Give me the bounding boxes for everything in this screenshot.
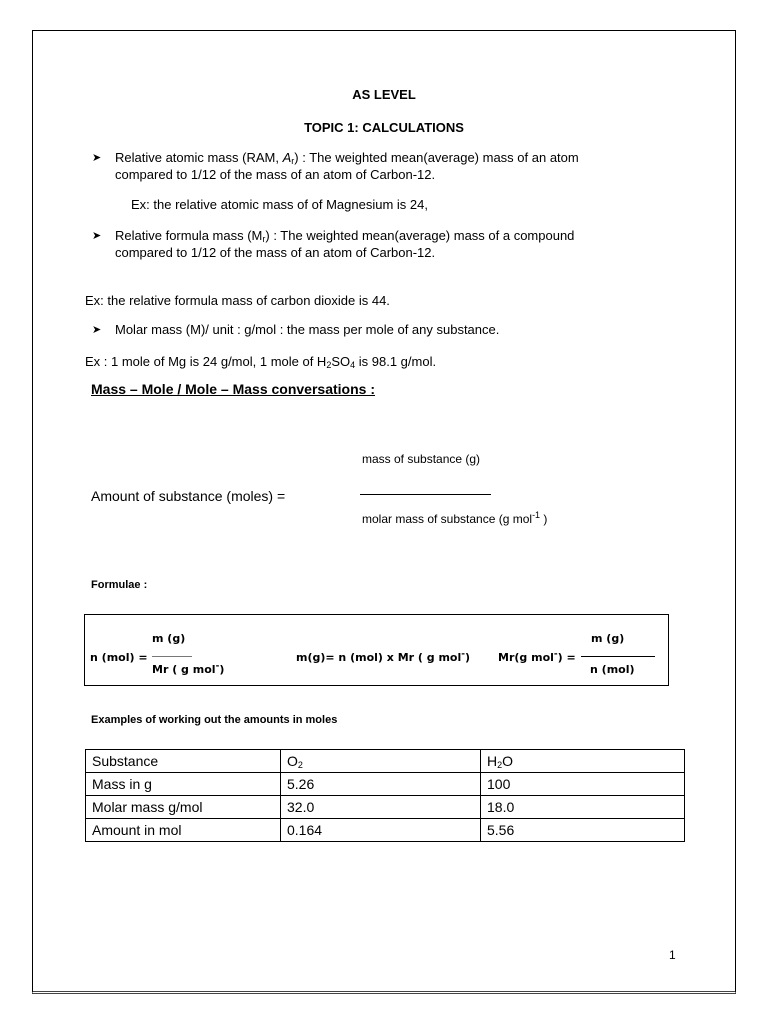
table-cell: 5.26 <box>281 773 481 796</box>
formula1-fraction-line <box>152 656 192 657</box>
equation-numerator: mass of substance (g) <box>362 452 481 466</box>
ram-definition-line1: Relative atomic mass (RAM, $A_r$) : The weighted mean(average) mass of an atom <box>115 150 579 166</box>
table-cell: 5.56 <box>481 819 685 842</box>
page-number: 1 <box>669 948 676 962</box>
molar-mass-example: Ex : 1 mole of Mg is 24 g/mol, 1 mole of $H_2SO_4$ is 98.1 g/mol. <box>85 354 437 370</box>
table-header-row <box>86 750 685 773</box>
equation-lhs: Amount of substance (moles) = <box>91 488 286 504</box>
formula3-fraction-line <box>581 656 655 657</box>
page-level-heading: AS LEVEL <box>352 87 416 102</box>
examples-heading: Examples of working out the amounts in moles <box>91 714 338 726</box>
moles-table <box>85 749 685 842</box>
table-cell: 18.0 <box>481 796 685 819</box>
formulae-box <box>84 614 669 686</box>
formula2: m(g)= n (mol) x Mr ( g mol-) <box>296 649 471 664</box>
table-cell: Mass in g <box>86 773 281 796</box>
table-cell: Amount in mol <box>86 819 281 842</box>
rfm-example: Ex: the relative formula mass of carbon dioxide is 44. <box>85 293 390 308</box>
equation-denominator: molar mass of substance (g mol$^{-1}$ ) <box>362 510 548 526</box>
ram-example: Ex: the relative atomic mass of of Magnesium is 24, <box>131 197 428 212</box>
table-row <box>86 819 685 842</box>
rfm-definition-line2: compared to 1/12 of the mass of an atom of Carbon-12. <box>115 245 436 260</box>
table-row <box>86 773 685 796</box>
formulae-label: Formulae : <box>91 579 148 591</box>
arrowhead-bullet-icon: ➤ <box>92 324 102 336</box>
table-header-cell: $H_2O$ <box>481 750 685 773</box>
table-cell: 100 <box>481 773 685 796</box>
arrowhead-bullet-icon: ➤ <box>92 152 102 164</box>
formula3-lhs: Mr(g mol-) = <box>498 649 576 664</box>
section-heading: Mass – Mole / Mole – Mass conversations : <box>91 381 375 397</box>
table-header-cell: $O_2$ <box>281 750 481 773</box>
formula1-denominator: Mr ( g mol-) <box>152 661 225 676</box>
formula3-denominator: n (mol) <box>590 663 635 676</box>
ram-definition-line2: compared to 1/12 of the mass of an atom of Carbon-12. <box>115 167 436 182</box>
formula1-numerator: m (g) <box>152 632 186 645</box>
table-row <box>86 796 685 819</box>
page-topic-heading: TOPIC 1: CALCULATIONS <box>304 120 464 135</box>
formula1-lhs: n (mol) = <box>90 651 148 664</box>
arrowhead-bullet-icon: ➤ <box>92 230 102 242</box>
rfm-definition-line1: Relative formula mass $(M_r)$ : The weighted mean(average) mass of a compound <box>115 228 575 244</box>
equation-fraction-line <box>360 494 491 495</box>
table-cell: 32.0 <box>281 796 481 819</box>
table-header-cell: Substance <box>86 750 281 773</box>
table-cell: 0.164 <box>281 819 481 842</box>
molar-mass-definition: Molar mass (M)/ unit : g/mol : the mass per mole of any substance. <box>115 322 500 337</box>
formula3-numerator: m (g) <box>591 632 625 645</box>
table-cell: Molar mass g/mol <box>86 796 281 819</box>
